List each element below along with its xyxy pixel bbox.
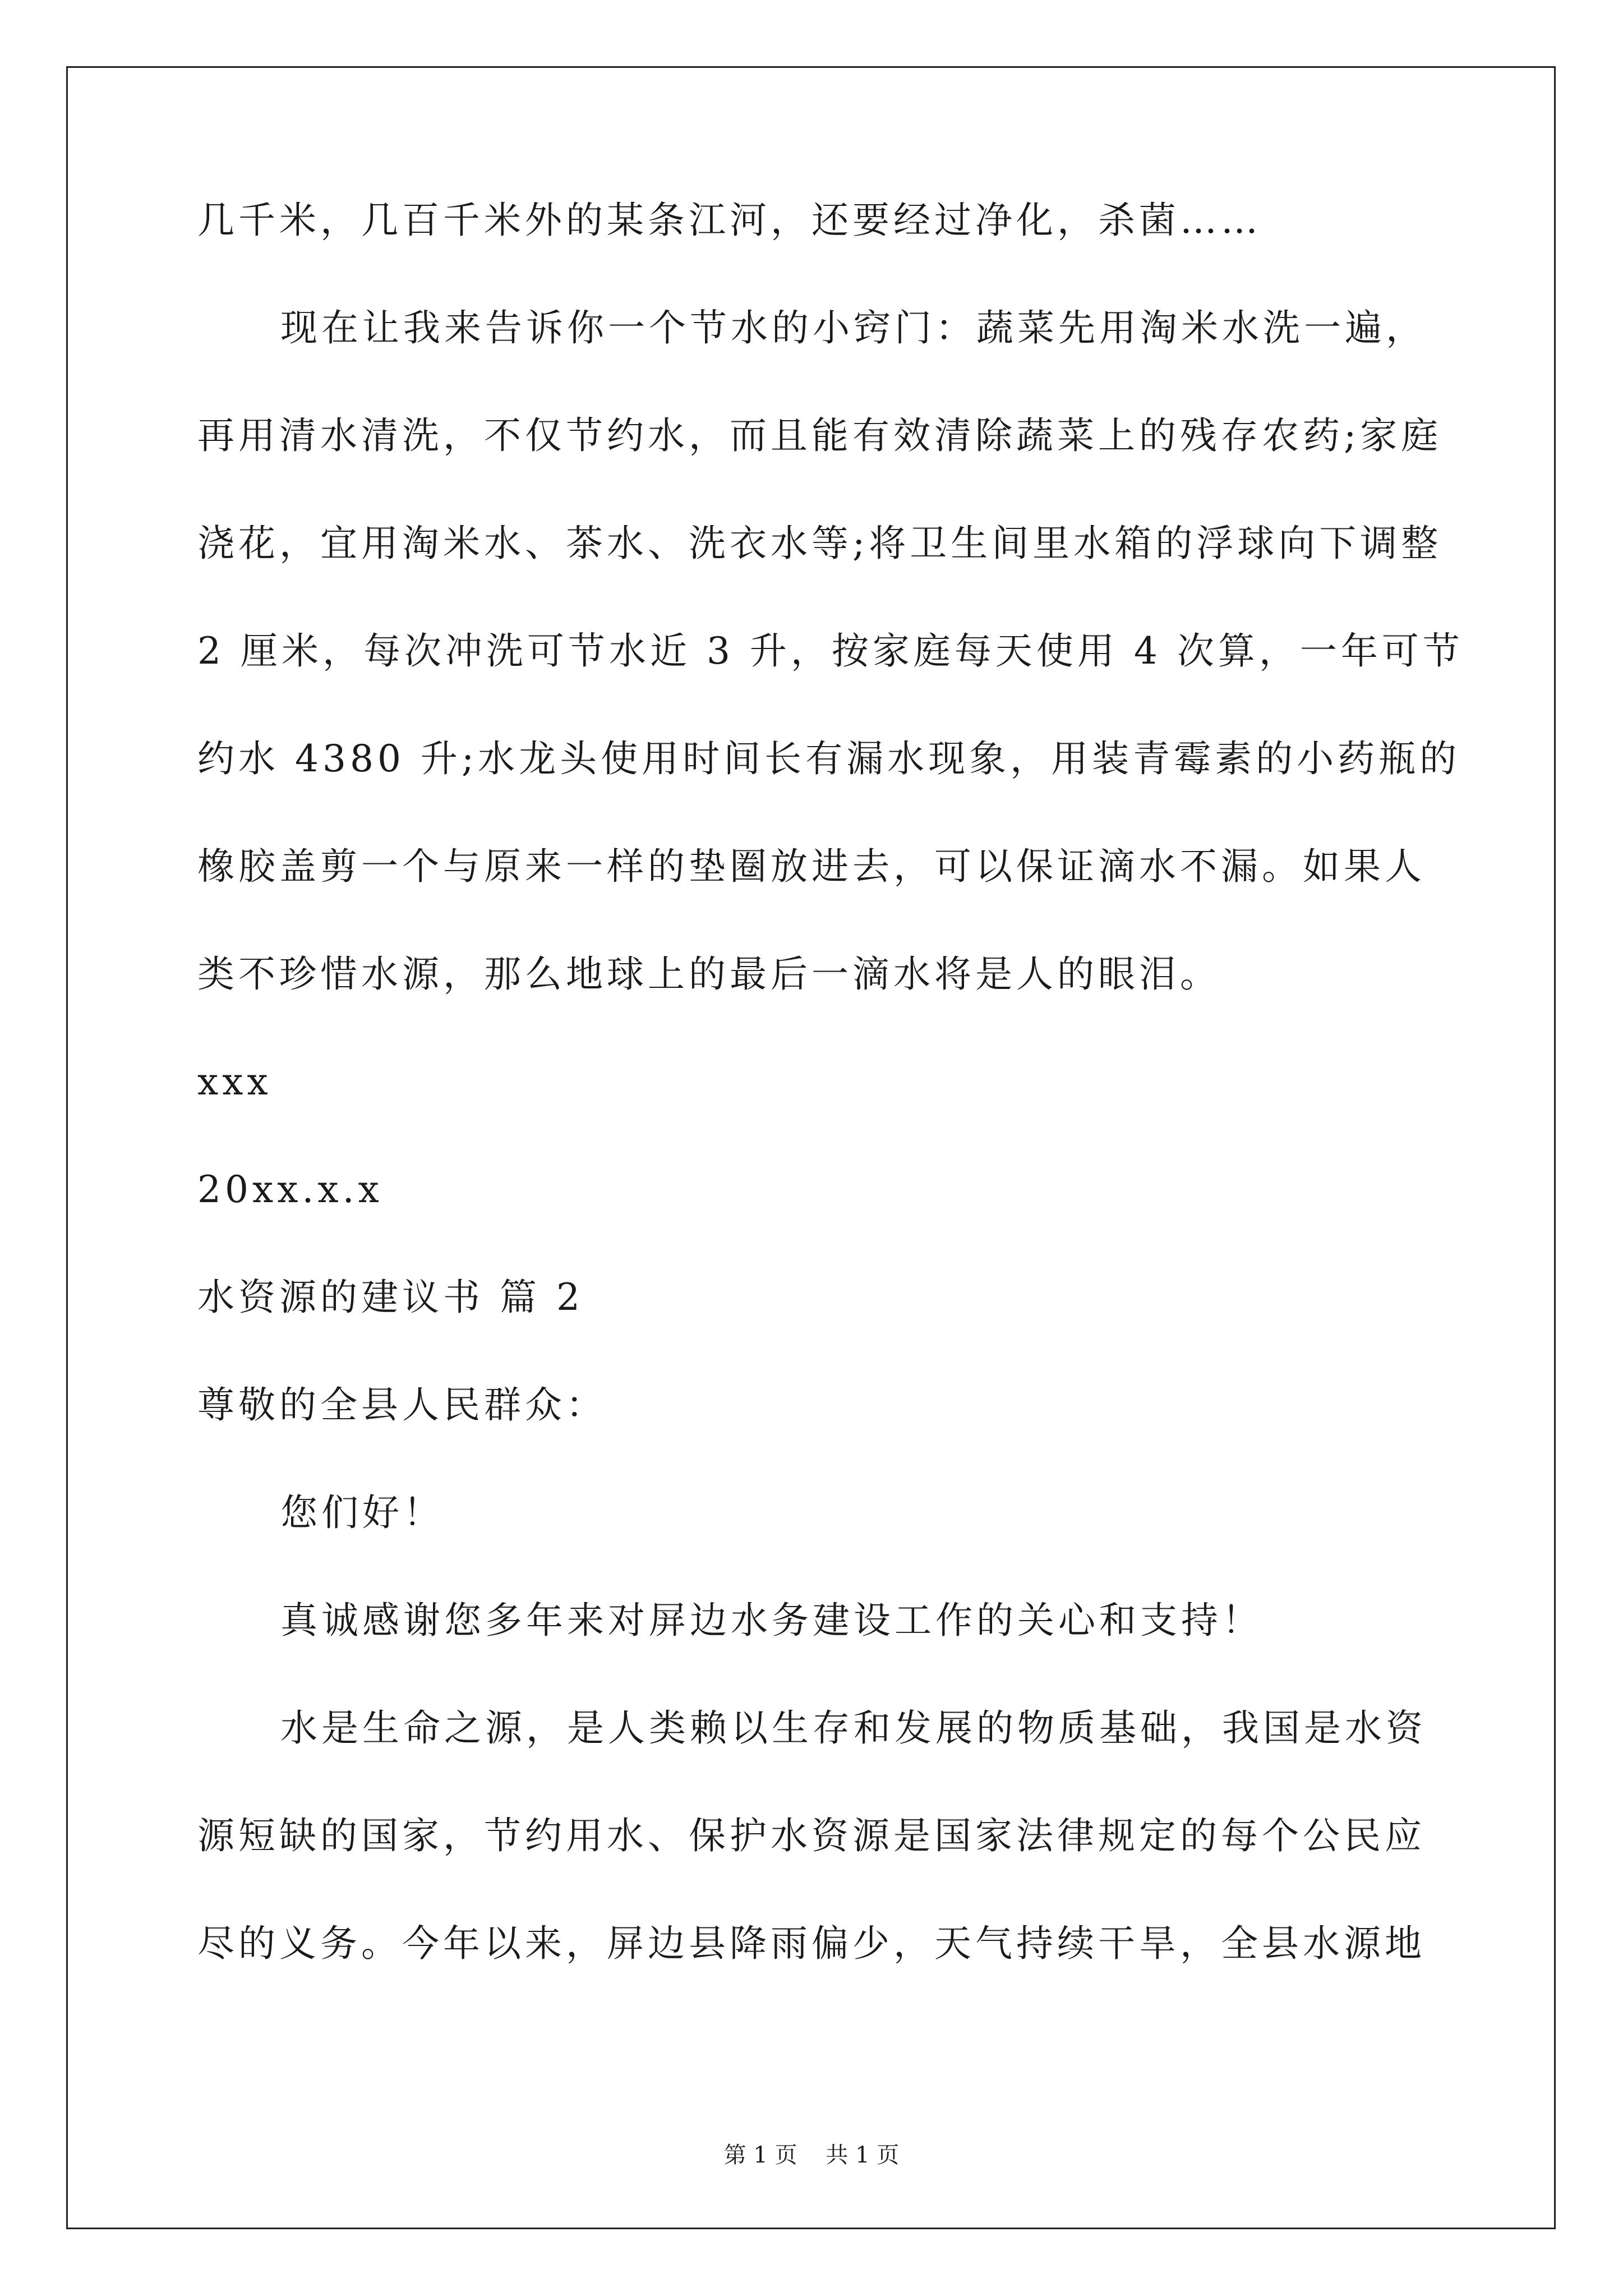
text-line-6: 约水 4380 升;水龙头使用时间长有漏水现象，用装青霉素的小药瓶的 xyxy=(197,737,1461,780)
salutation: 尊敬的全县人民群众： xyxy=(197,1383,607,1427)
text-line-7: 橡胶盖剪一个与原来一样的垫圈放进去，可以保证滴水不漏。如果人 xyxy=(197,845,1426,888)
text-line-14: 真诚感谢您多年来对屏边水务建设工作的关心和支持！ xyxy=(280,1599,1263,1642)
text-line-15: 水是生命之源，是人类赖以生存和发展的物质基础，我国是水资 xyxy=(280,1706,1427,1750)
page-footer: 第 1 页 共 1 页 xyxy=(723,2142,900,2168)
text-line-2: 现在让我来告诉你一个节水的小窍门：蔬菜先用淘米水洗一遍， xyxy=(280,306,1427,349)
text-line-16: 源短缺的国家，节约用水、保护水资源是国家法律规定的每个公民应 xyxy=(197,1814,1426,1857)
text-line-17: 尽的义务。今年以来，屏边县降雨偏少，天气持续干旱，全县水源地 xyxy=(197,1922,1426,1965)
document-body xyxy=(197,199,1464,2033)
text-line-4: 浇花，宜用淘米水、茶水、洗衣水等;将卫生间里水箱的浮球向下调整 xyxy=(197,522,1442,565)
text-line-5: 2 厘米，每次冲洗可节水近 3 升，按家庭每天使用 4 次算，一年可节 xyxy=(197,629,1464,673)
section-heading: 水资源的建议书 篇 2 xyxy=(197,1276,584,1319)
text-line-8: 类不珍惜水源，那么地球上的最后一滴水将是人的眼泪。 xyxy=(197,953,1221,996)
text-line-1: 几千米，几百千米外的某条江河，还要经过净化，杀菌…… xyxy=(197,199,1262,242)
signature-date: 20xx.x.x xyxy=(197,1168,383,1211)
text-line-3: 再用清水清洗，不仅节约水，而且能有效清除蔬菜上的残存农药;家庭 xyxy=(197,414,1442,457)
signature-name: xxx xyxy=(197,1060,272,1103)
greeting: 您们好！ xyxy=(280,1491,444,1534)
